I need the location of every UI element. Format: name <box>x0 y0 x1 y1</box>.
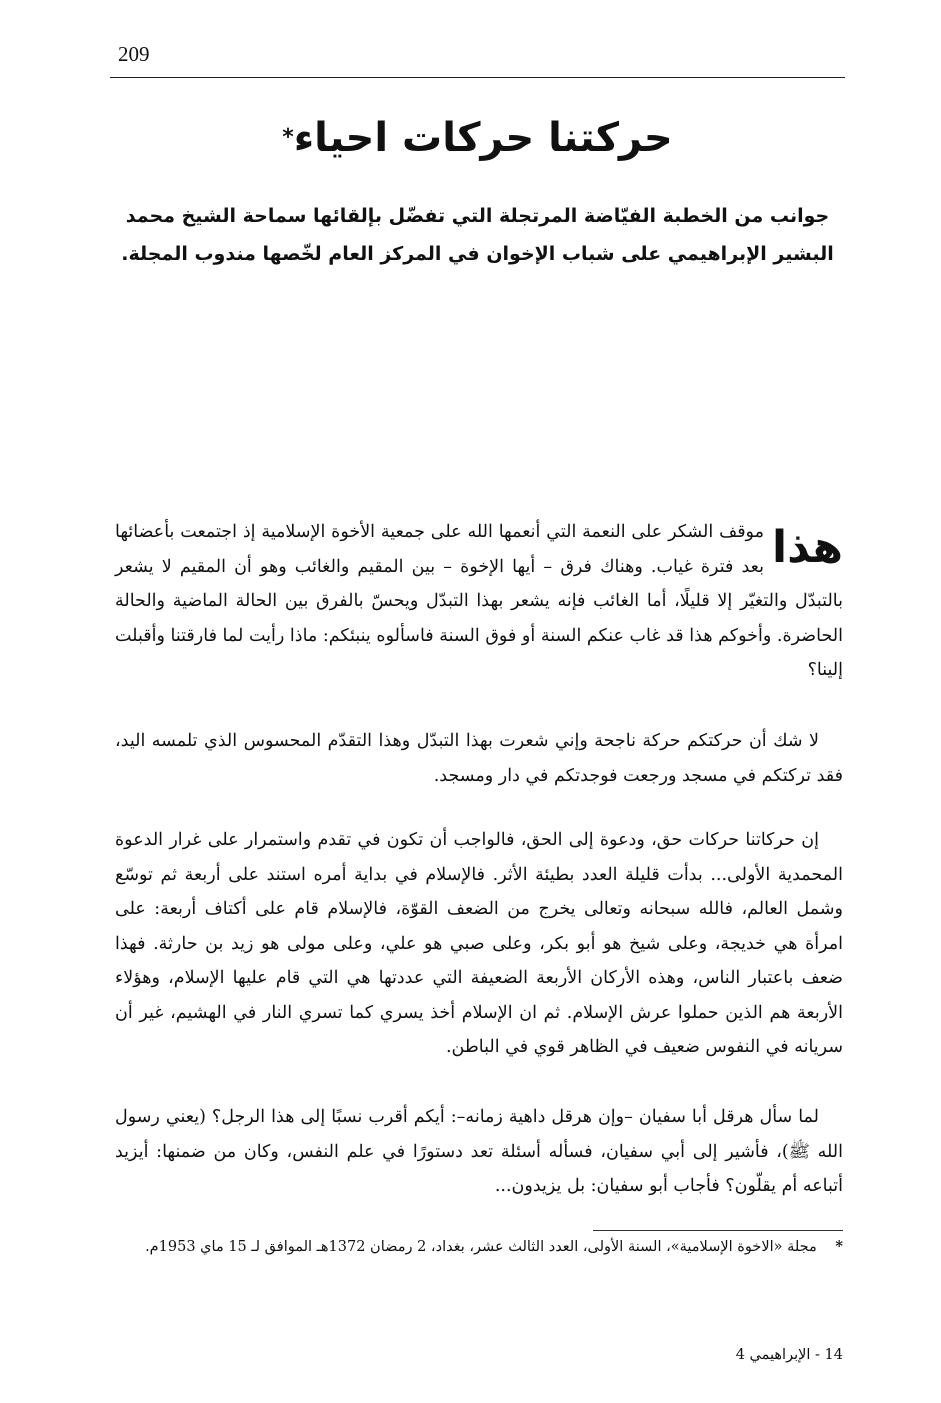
footnote-text: مجلة «الاخوة الإسلامية»، السنة الأولى، العدد الثالث عشر، بغداد، 2 رمضان 1372هـ الموافق لـ 15 ماي 1953م. <box>145 1239 817 1255</box>
page-signature: 14 - الإبراهيمي 4 <box>735 1347 843 1363</box>
footnote-mark: * <box>835 1238 843 1255</box>
page-number: 209 <box>118 42 150 66</box>
article-title <box>110 112 845 164</box>
title-text: حركتنا حركات احياء <box>293 115 673 161</box>
paragraph-3: إن حركاتنا حركات حق، ودعوة إلى الحق، فالواجب أن تكون في تقدم واستمرار على غرار الدعوة المحمدية الأولى... بدأت قليلة العدد بطيئة الأثر. فالإسلام في بداية أمره استند على أربعة ثم توسّع وشمل العالم، فالله سبحانه وتعالى يخرج من الضعف القوّة، فالإسلام قام على أكتاف أربعة: على امرأة هي خديجة، وعلى شيخ هو أبو بكر، وعلى صبي هو علي، وعلى مولى هو زيد بن حارثة. فهذا ضعف باعتبار الناس، وهذه الأركان الأربعة الضعيفة التي عددتها هي التي قام عليها الإسلام، وهؤلاء الأربعة هم الذين حملوا عرش الإسلام. ثم ان الإسلام أخذ يسري كما تسري النار في الهشيم، غير أن سريانه في النفوس ضعيف في الظاهر قوي في الباطن. <box>115 830 843 1057</box>
header-rule <box>110 77 845 78</box>
footnote-rule <box>593 1230 843 1231</box>
paragraph-4: لما سأل هرقل أبا سفيان –وإن هرقل داهية زمانه–: أيكم أقرب نسبًا إلى هذا الرجل؟ (يعني رسول الله ﷺ)، فأشير إلى أبي سفيان، فسأله أسئلة تعد دستورًا في علم النفس، وكان من ضمنها: أيزيد أتباعه أم يقلّون؟ فأجاب أبو سفيان: بل يزيدون... <box>115 1107 843 1196</box>
paragraph-1 <box>115 515 843 688</box>
title-footnote-mark: * <box>282 125 294 150</box>
article-subtitle: جوانب من الخطبة الفيّاضة المرتجلة التي تفضّل بإلقائها سماحة الشيخ محمد البشير الإبراهيمي على شباب الإخوان في المركز العام لخّصها مندوب المجلة. <box>121 205 834 265</box>
drop-word: هذا <box>771 522 843 573</box>
paragraph-1-text: موقف الشكر على النعمة التي أنعمها الله على جمعية الأخوة الإسلامية إذ اجتمعت بأعضائها بعد فترة غياب. وهناك فرق – أيها الإخوة – بين المقيم والغائب وهو أن المقيم لا يشعر بالتبدّل والتغيّر إلا قليلًا، أما الغائب فإنه يشعر بهذا التبدّل ويحسّ بالفرق بين الحالة الماضية والحالة الحاضرة. وأخوكم هذا قد غاب عنكم السنة أو فوق السنة فاسألوه ينبئكم: ماذا رأيت لما فارقتنا وأقبلت إلينا؟ <box>115 522 843 680</box>
paragraph-2: لا شك أن حركتكم حركة ناجحة وإني شعرت بهذا التبدّل وهذا التقدّم المحسوس الذي تلمسه اليد، فقد تركتكم في مسجد ورجعت فوجدتكم في دار ومسجد. <box>115 731 843 786</box>
footnote <box>115 1232 843 1262</box>
